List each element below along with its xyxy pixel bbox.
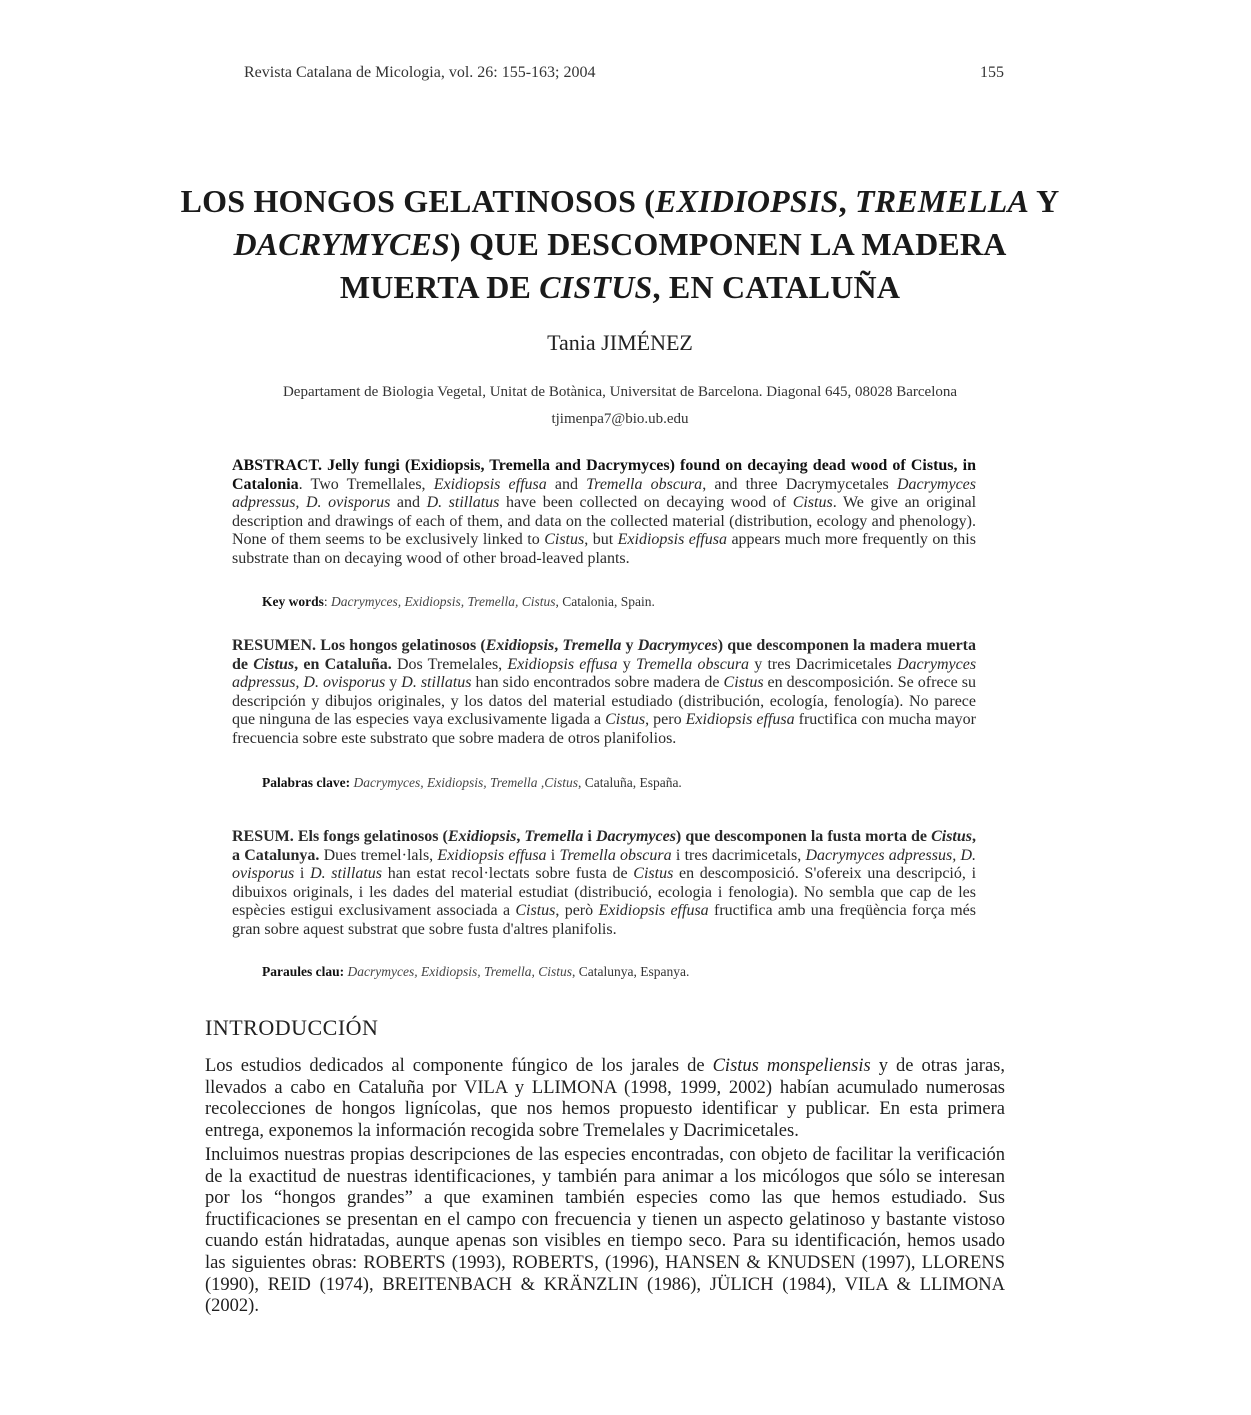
species-name: Dacrymyces adpressus, D. ovisporus	[232, 846, 977, 883]
species-name: Dacrymyces adpressus, D. ovisporus	[232, 475, 977, 512]
keywords-genera: Dacrymyces, Exidiopsis, Tremella, Cistus	[331, 594, 556, 609]
keywords-places: , Cataluña, España.	[577, 775, 682, 790]
abstract-text: y tres Dacrimicetales	[749, 655, 897, 673]
title-line-2	[180, 223, 1060, 266]
abstract-text: i	[294, 865, 311, 883]
species-name: D. stillatus	[426, 494, 500, 512]
author-name: Tania JIMÉNEZ	[547, 330, 693, 355]
species-name: Cistus monspeliensis	[712, 1056, 871, 1076]
abstract-text: i	[546, 846, 560, 864]
species-name: Cistus	[544, 531, 585, 549]
keywords-spanish	[262, 775, 982, 791]
abstract-text: y	[617, 655, 636, 673]
title-text: ) QUE DESCOMPONEN LA MADERA	[450, 226, 1007, 262]
keywords-label: Paraules clau:	[262, 964, 345, 979]
species-name: Dacrymyces	[637, 637, 718, 654]
abstract-heading: ) que descomponen la madera muerta de	[232, 637, 977, 673]
article-title	[180, 180, 1060, 309]
abstract-text: have been collected on decaying wood of	[499, 494, 793, 512]
keywords-label: Key words	[262, 594, 324, 609]
abstract-text: en descomposición. Se ofrece su descripción y dibujos originales, y los datos del material estudiado (distribución, ecología, fenología). No parece que ninguna de las especies vaya exclusivamente ligada a	[232, 674, 976, 729]
species-name: Cistus	[515, 902, 556, 920]
abstract-heading: , en Cataluña.	[294, 655, 392, 673]
abstract-heading: y	[621, 637, 638, 654]
title-line-1	[180, 180, 1060, 223]
abstract-text: . Two Tremellales,	[298, 475, 434, 493]
running-head	[244, 64, 1004, 86]
species-name: D. stillatus	[401, 674, 472, 692]
species-name: Tremella obscura	[586, 475, 703, 493]
species-name: Cistus	[792, 494, 833, 512]
abstract-text: appears much more frequently on this substrate than on decaying wood of other broad-leaved plants.	[232, 531, 976, 567]
species-name: Cistus	[931, 828, 972, 845]
abstract-text: , pero	[645, 711, 686, 729]
abstract-text: , però	[555, 902, 599, 920]
page-number: 155	[980, 64, 1004, 81]
species-name: Exidiopsis effusa	[433, 475, 547, 493]
title-genus: DACRYMYCES	[233, 226, 451, 262]
species-name: Exidiopsis	[485, 637, 555, 654]
keywords-genera: Dacrymyces, Exidiopsis, Tremella, Cistus	[347, 964, 572, 979]
intro-paragraph-1	[205, 1056, 1005, 1142]
abstract-heading: , a Catalunya.	[232, 828, 976, 864]
species-name: Tremella	[524, 828, 584, 845]
abstract-text: han sido encontrados sobre madera de	[471, 674, 724, 692]
keywords-separator: :	[323, 594, 332, 609]
intro-paragraph-2: Incluimos nuestras propias descripciones de las especies encontradas, con objeto de facilitar la verificación de la exactitud de nuestras identificaciones, y también para animar a los micólogos que sólo se interesan por los “hongos grandes” a que examinen también especies como las que hemos estudiado. Sus fructificaciones se presentan en el campo con frecuencia y tienen un aspecto gelatinoso y bastante vistoso cuando están hidratadas, aunque apenas son visibles en tiempo seco. Para su identificación, hemos usado las siguientes obras: ROBERTS (1993), ROBERTS, (1996), HANSEN & KNUDSEN (1997), LLORENS (1990), REID (1974), BREITENBACH & KRÄNZLIN (1986), JÜLICH (1984), VILA & LLIMONA (2002).	[205, 1145, 1005, 1317]
abstract-heading: i	[583, 828, 596, 845]
abstract-heading: ) que descomponen la fusta morta de	[675, 828, 932, 845]
title-text: MUERTA DE	[339, 269, 540, 305]
title-text: Y	[1029, 183, 1060, 219]
title-line-3	[180, 266, 1060, 309]
title-genus: TREMELLA	[854, 183, 1030, 219]
species-name: Exidiopsis effusa	[598, 902, 709, 920]
abstract-heading: RESUM. Els fongs gelatinosos (	[232, 828, 448, 845]
abstract-text: i tres dacrimicetals,	[671, 846, 806, 864]
title-text: , EN CATALUÑA	[652, 269, 901, 305]
species-name: Exidiopsis effusa	[685, 711, 795, 729]
species-name: Cistus	[605, 711, 646, 729]
title-text: LOS HONGOS GELATINOSOS (	[180, 183, 656, 219]
abstract-text: and	[546, 475, 587, 493]
species-name: Dacrymyces	[595, 828, 676, 845]
species-name: Exidiopsis effusa	[437, 846, 547, 864]
abstract-heading: RESUMEN. Los hongos gelatinosos (	[232, 637, 486, 654]
abstract-text: fructifica con mucha mayor frecuencia sobre este substrato que sobre madera de otros planifolios.	[232, 711, 977, 747]
keywords-catalan	[262, 964, 982, 980]
species-name: Exidiopsis effusa	[507, 655, 618, 673]
keywords-label: Palabras clave:	[262, 775, 351, 790]
keywords-genera: Dacrymyces, Exidiopsis, Tremella ,Cistus	[353, 775, 578, 790]
abstract-text: , but	[584, 531, 618, 549]
paragraph-text: y de otras jaras, llevados a cabo en Cataluña por VILA y LLIMONA (1998, 1999, 2002) habían acumulado numerosas recolecciones de hongos lignícolas, que nos hemos propuesto identificar y publicar. En esta primera entrega, exponemos la información recogida sobre Tremelales y Dacrimicetales.	[205, 1056, 1005, 1141]
species-name: Exidiopsis	[447, 828, 517, 845]
species-name: D. stillatus	[310, 865, 382, 883]
abstract-text: Dos Tremelales,	[391, 655, 508, 673]
abstract-text: Dues tremel·lals,	[319, 846, 438, 864]
author-affiliation: Departament de Biologia Vegetal, Unitat de Botànica, Universitat de Barcelona. Diagonal 645, 08028 Barcelona	[282, 384, 958, 400]
abstract-english	[232, 457, 976, 569]
abstract-heading: ,	[516, 828, 525, 845]
journal-citation: Revista Catalana de Micologia, vol. 26: 155-163; 2004	[244, 64, 596, 81]
species-name: Tremella	[562, 637, 622, 654]
abstract-text: and	[390, 494, 427, 512]
abstract-text: en descomposició. S'ofereix una descripció, i dibuixos originals, i les dades del material estudiat (distribució, ecologia i fenologia). No sembla que cap de les espècies estigui exclusivament associada a	[232, 865, 977, 920]
species-name: Tremella obscura	[559, 846, 672, 864]
species-name: Exidiopsis effusa	[617, 531, 727, 549]
section-heading: INTRODUCCIÓN	[205, 1015, 379, 1040]
title-genus: CISTUS	[539, 269, 653, 305]
abstract-catalan	[232, 828, 976, 940]
keywords-places: , Catalunya, Espanya.	[571, 964, 690, 979]
species-name: Dacrymyces adpressus, D. ovisporus	[232, 655, 977, 692]
title-genus: EXIDIOPSIS	[655, 183, 839, 219]
abstract-spanish	[232, 637, 976, 749]
abstract-text: , and three Dacrymycetales	[702, 475, 897, 493]
keywords-english	[262, 594, 982, 610]
species-name: Cistus	[253, 655, 295, 673]
species-name: Cistus	[633, 865, 674, 883]
title-text: ,	[838, 183, 855, 219]
abstract-text: y	[385, 674, 402, 692]
keywords-places: , Catalonia, Spain.	[555, 594, 655, 609]
abstract-heading: ,	[554, 637, 563, 654]
species-name: Cistus	[723, 674, 764, 692]
abstract-heading: ABSTRACT. Jelly fungi (Exidiopsis, Tremella and Dacrymyces) found on decaying dead wood of Cistus, in Catalonia	[232, 457, 976, 493]
abstract-text: fructifica amb una freqüència força més gran sobre aquest substrat que sobre fusta d'altres planifolis.	[232, 902, 976, 938]
abstract-text: han estat recol·lectats sobre fusta de	[382, 865, 634, 883]
paragraph-text: Los estudios dedicados al componente fúngico de los jarales de	[205, 1056, 713, 1076]
abstract-text: . We give an original description and drawings of each of them, and data on the collected material (distribution, ecology and phenology). None of them seems to be exclusively linked to	[232, 494, 977, 549]
species-name: Tremella obscura	[635, 655, 750, 673]
author-email: tjimenpa7@bio.ub.edu	[551, 411, 689, 427]
